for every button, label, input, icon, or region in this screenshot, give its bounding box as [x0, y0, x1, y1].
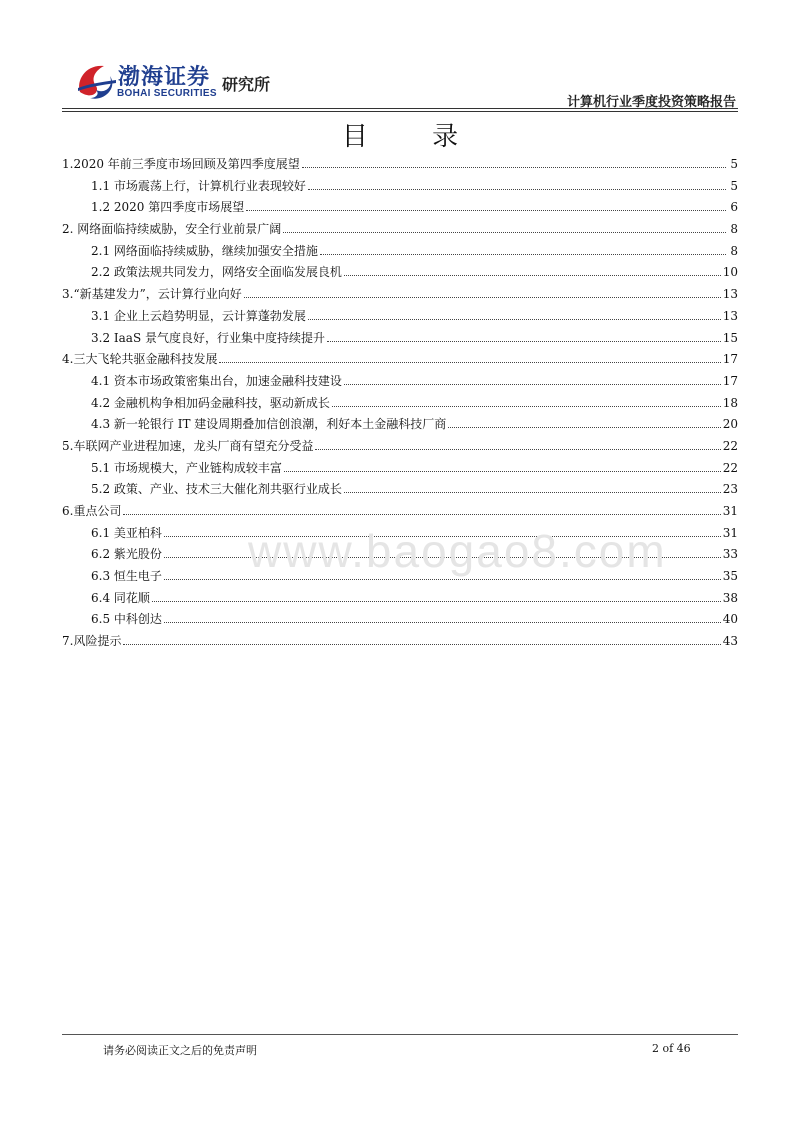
toc-entry-title: 1.1 市场震荡上行，计算机行业表现较好: [91, 178, 306, 193]
toc-entry[interactable]: [62, 262, 738, 284]
toc-entry-page: 10: [722, 265, 738, 280]
toc-leader-dots: [246, 210, 726, 211]
toc-entry[interactable]: [62, 458, 738, 480]
toc-entry[interactable]: [62, 588, 738, 610]
toc-leader-dots: [164, 622, 721, 623]
toc-entry-title: 5.车联网产业进程加速，龙头厂商有望充分受益: [62, 438, 314, 453]
toc-leader-dots: [283, 232, 726, 233]
toc-entry-title: 6.1 美亚柏科: [91, 525, 162, 540]
toc-entry[interactable]: [62, 414, 738, 436]
footer-disclaimer: 请务必阅读正文之后的免责声明: [103, 1044, 257, 1057]
toc-entry[interactable]: [62, 631, 738, 653]
toc-entry[interactable]: [62, 436, 738, 458]
toc-entry-page: 15: [722, 330, 738, 345]
toc-leader-dots: [344, 384, 721, 385]
toc-entry-title: 4.三大飞轮共驱金融科技发展: [62, 352, 218, 367]
toc-entry-page: 17: [722, 373, 738, 388]
toc-entry-title: 2.1 网络面临持续威胁，继续加强安全措施: [91, 243, 318, 258]
toc-entry-title: 7.风险提示: [62, 634, 122, 649]
toc-entry[interactable]: [62, 349, 738, 371]
toc-entry-page: 23: [722, 482, 738, 497]
toc-entry-page: 38: [722, 590, 738, 605]
toc-leader-dots: [284, 471, 721, 472]
toc-entry-page: 5: [730, 178, 738, 193]
toc-leader-dots: [332, 406, 721, 407]
brand-name-cn: 渤海证券: [118, 65, 211, 90]
toc-entry[interactable]: [62, 219, 738, 241]
toc-leader-dots: [327, 341, 721, 342]
toc-leader-dots: [164, 579, 721, 580]
toc-entry-title: 6.3 恒生电子: [91, 569, 162, 584]
toc-entry-page: 8: [730, 243, 738, 258]
toc-entry-title: 6.4 同花顺: [91, 590, 150, 605]
toc-leader-dots: [344, 275, 721, 276]
table-of-contents: [62, 154, 738, 653]
toc-entry[interactable]: [62, 197, 738, 219]
toc-leader-dots: [344, 492, 721, 493]
toc-entry-page: 43: [722, 634, 738, 649]
toc-entry[interactable]: [62, 154, 738, 176]
toc-leader-dots: [320, 254, 726, 255]
toc-entry-page: 6: [730, 200, 738, 215]
toc-leader-dots: [302, 167, 726, 168]
toc-title: 目 录: [341, 122, 487, 152]
footer-divider: [62, 1034, 738, 1035]
brand-name-en: BOHAI SECURITIES: [117, 88, 217, 99]
toc-leader-dots: [219, 362, 720, 363]
report-title: 计算机行业季度投资策略报告: [566, 95, 736, 110]
toc-entry-page: 8: [730, 222, 738, 237]
toc-entry-title: 4.3 新一轮银行 IT 建设周期叠加信创浪潮，利好本土金融科技厂商: [91, 417, 447, 432]
toc-entry-title: 6.2 紫光股份: [91, 547, 162, 562]
toc-leader-dots: [244, 297, 721, 298]
page-number: 2 of 46: [652, 1042, 691, 1055]
toc-entry[interactable]: [62, 176, 738, 198]
toc-entry[interactable]: [62, 544, 738, 566]
toc-leader-dots: [315, 449, 720, 450]
institute-label: 研究所: [222, 75, 271, 94]
toc-entry-title: 6.5 中科创达: [91, 612, 162, 627]
toc-leader-dots: [164, 557, 721, 558]
toc-entry-title: 3.“新基建发力”，云计算行业向好: [62, 287, 242, 302]
toc-leader-dots: [448, 427, 720, 428]
toc-entry-page: 22: [722, 460, 738, 475]
toc-leader-dots: [123, 514, 720, 515]
toc-entry[interactable]: [62, 501, 738, 523]
toc-entry-page: 31: [722, 525, 738, 540]
bohai-logo-icon: [74, 58, 118, 102]
page-header: [0, 0, 800, 112]
watermark: www.baogao8.com: [248, 525, 667, 577]
toc-leader-dots: [123, 644, 720, 645]
toc-entry-page: 13: [722, 287, 738, 302]
toc-entry-page: 22: [722, 438, 738, 453]
toc-leader-dots: [152, 601, 721, 602]
toc-entry-title: 3.1 企业上云趋势明显，云计算蓬勃发展: [91, 308, 306, 323]
toc-entry-page: 17: [722, 352, 738, 367]
toc-entry[interactable]: [62, 306, 738, 328]
header-divider-thin: [62, 111, 738, 112]
toc-entry[interactable]: [62, 566, 738, 588]
toc-entry[interactable]: [62, 371, 738, 393]
toc-entry-title: 1.2020 年前三季度市场回顾及第四季度展望: [62, 157, 300, 171]
toc-entry[interactable]: [62, 328, 738, 350]
toc-entry-page: 5: [730, 157, 738, 171]
header-divider: [62, 108, 738, 109]
toc-entry[interactable]: [62, 393, 738, 415]
toc-entry-title: 1.2 2020 第四季度市场展望: [91, 200, 245, 215]
toc-entry-title: 2. 网络面临持续威胁，安全行业前景广阔: [62, 222, 282, 237]
toc-entry-page: 35: [722, 569, 738, 584]
toc-entry[interactable]: [62, 479, 738, 501]
toc-entry-title: 6.重点公司: [62, 504, 122, 518]
toc-entry-title: 3.2 IaaS 景气度良好，行业集中度持续提升: [91, 330, 325, 345]
toc-entry[interactable]: [62, 284, 738, 306]
toc-entry-title: 4.1 资本市场政策密集出台，加速金融科技建设: [91, 373, 342, 388]
toc-entry[interactable]: [62, 523, 738, 545]
toc-entry-title: 4.2 金融机构争相加码金融科技，驱动新成长: [91, 395, 330, 410]
toc-leader-dots: [308, 319, 721, 320]
toc-entry-page: 31: [722, 504, 738, 518]
toc-entry-page: 18: [722, 395, 738, 410]
toc-entry[interactable]: [62, 241, 738, 263]
toc-leader-dots: [308, 189, 726, 190]
toc-entry-page: 33: [722, 547, 738, 562]
toc-entry-page: 20: [722, 417, 738, 432]
toc-entry-page: 13: [722, 308, 738, 323]
toc-entry-title: 2.2 政策法规共同发力，网络安全面临发展良机: [91, 265, 342, 280]
toc-entry[interactable]: [62, 609, 738, 631]
toc-entry-page: 40: [722, 612, 738, 627]
toc-leader-dots: [164, 536, 721, 537]
toc-entry-title: 5.1 市场规模大，产业链构成较丰富: [91, 460, 282, 475]
toc-entry-title: 5.2 政策、产业、技术三大催化剂共驱行业成长: [91, 482, 342, 497]
